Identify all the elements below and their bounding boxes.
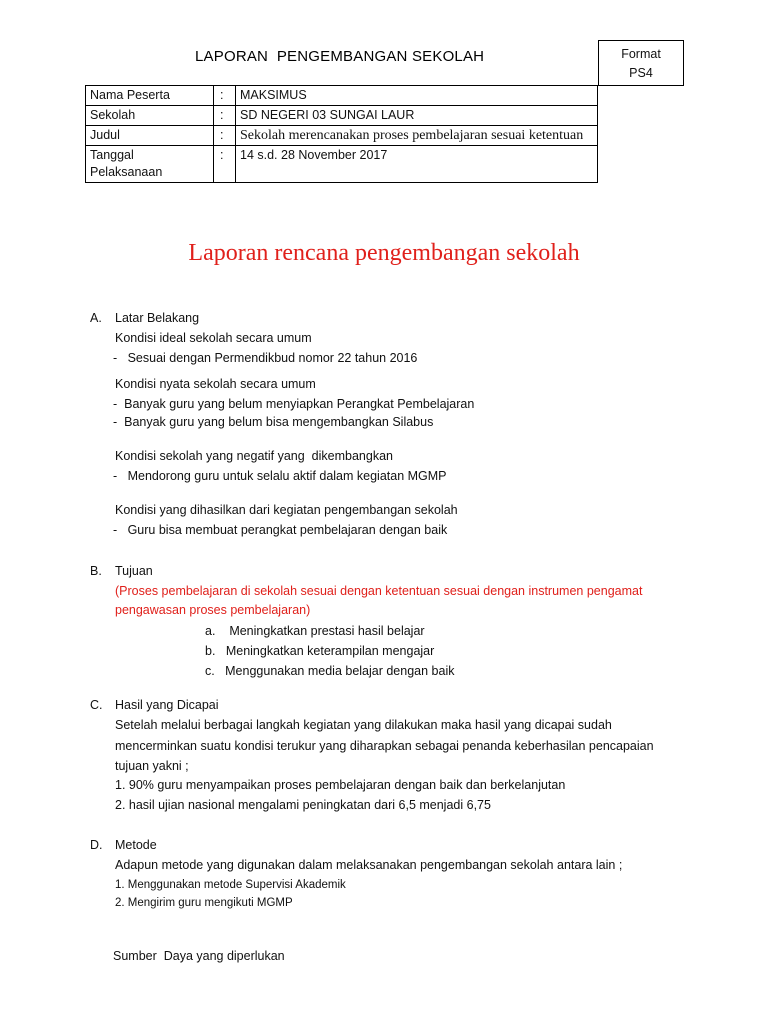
row-value: MAKSIMUS: [236, 86, 598, 106]
goal-statement-line: pengawasan proses pembelajaran): [115, 603, 311, 617]
table-row: [86, 146, 598, 183]
section-a-title: Latar Belakang: [115, 311, 200, 325]
ideal-condition-title: Kondisi ideal sekolah secara umum: [115, 331, 312, 345]
list-item: 2. hasil ujian nasional mengalami peningkatan dari 6,5 menjadi 6,75: [115, 798, 491, 812]
row-separator: :: [214, 86, 236, 106]
section-c-letter: C.: [90, 698, 103, 712]
paragraph-line: tujuan yakni ;: [115, 759, 189, 773]
real-condition-title: Kondisi nyata sekolah secara umum: [115, 377, 316, 391]
section-d-title: Metode: [115, 838, 157, 852]
list-item: - Guru bisa membuat perangkat pembelajaran dengan baik: [113, 523, 448, 537]
row-label: Tanggal Pelaksanaan: [86, 146, 214, 183]
table-row: [86, 86, 598, 106]
goal-statement-line: (Proses pembelajaran di sekolah sesuai dengan ketentuan sesuai dengan instrumen pengamat: [115, 584, 643, 598]
section-b-letter: B.: [90, 564, 102, 578]
list-item: - Banyak guru yang belum menyiapkan Perangkat Pembelajaran: [113, 397, 475, 411]
format-code: PS4: [629, 66, 653, 80]
main-heading: Laporan rencana pengembangan sekolah: [188, 240, 580, 266]
paragraph-line: mencerminkan suatu kondisi terukur yang diharapkan sebagai penanda keberhasilan pencapaian: [115, 739, 654, 753]
format-label: Format: [621, 47, 661, 61]
result-condition-title: Kondisi yang dihasilkan dari kegiatan pengembangan sekolah: [115, 503, 458, 517]
list-item: a. Meningkatkan prestasi hasil belajar: [205, 624, 425, 638]
table-row: [86, 106, 598, 126]
row-label: Nama Peserta: [86, 86, 214, 106]
list-item: 1. 90% guru menyampaikan proses pembelajaran dengan baik dan berkelanjutan: [115, 778, 566, 792]
paragraph-line: Adapun metode yang digunakan dalam melaksanakan pengembangan sekolah antara lain ;: [115, 858, 623, 872]
section-b-title: Tujuan: [115, 564, 153, 578]
participant-info-table: [85, 85, 598, 183]
section-c-title: Hasil yang Dicapai: [115, 698, 219, 712]
list-item: 2. Mengirim guru mengikuti MGMP: [115, 897, 293, 909]
list-item: - Sesuai dengan Permendikbud nomor 22 tahun 2016: [113, 351, 418, 365]
table-row: [86, 126, 598, 146]
paragraph-line: Setelah melalui berbagai langkah kegiatan yang dilakukan maka hasil yang dicapai sudah: [115, 718, 612, 732]
document-title: LAPORAN PENGEMBANGAN SEKOLAH: [195, 48, 485, 65]
resources-heading: Sumber Daya yang diperlukan: [113, 949, 285, 963]
list-item: - Mendorong guru untuk selalu aktif dalam kegiatan MGMP: [113, 469, 447, 483]
row-value: 14 s.d. 28 November 2017: [236, 146, 598, 183]
section-d-letter: D.: [90, 838, 103, 852]
section-a-letter: A.: [90, 311, 102, 325]
list-item: - Banyak guru yang belum bisa mengembangkan Silabus: [113, 415, 434, 429]
row-label: Judul: [86, 126, 214, 146]
row-separator: :: [214, 126, 236, 146]
row-value: SD NEGERI 03 SUNGAI LAUR: [236, 106, 598, 126]
row-label: Sekolah: [86, 106, 214, 126]
negative-condition-title: Kondisi sekolah yang negatif yang dikembangkan: [115, 449, 393, 463]
list-item: b. Meningkatkan keterampilan mengajar: [205, 644, 435, 658]
list-item: c. Menggunakan media belajar dengan baik: [205, 664, 455, 678]
row-separator: :: [214, 146, 236, 183]
row-separator: :: [214, 106, 236, 126]
row-value: Sekolah merencanakan proses pembelajaran sesuai ketentuan: [236, 126, 598, 146]
list-item: 1. Menggunakan metode Supervisi Akademik: [115, 879, 346, 891]
format-box: [598, 40, 684, 86]
